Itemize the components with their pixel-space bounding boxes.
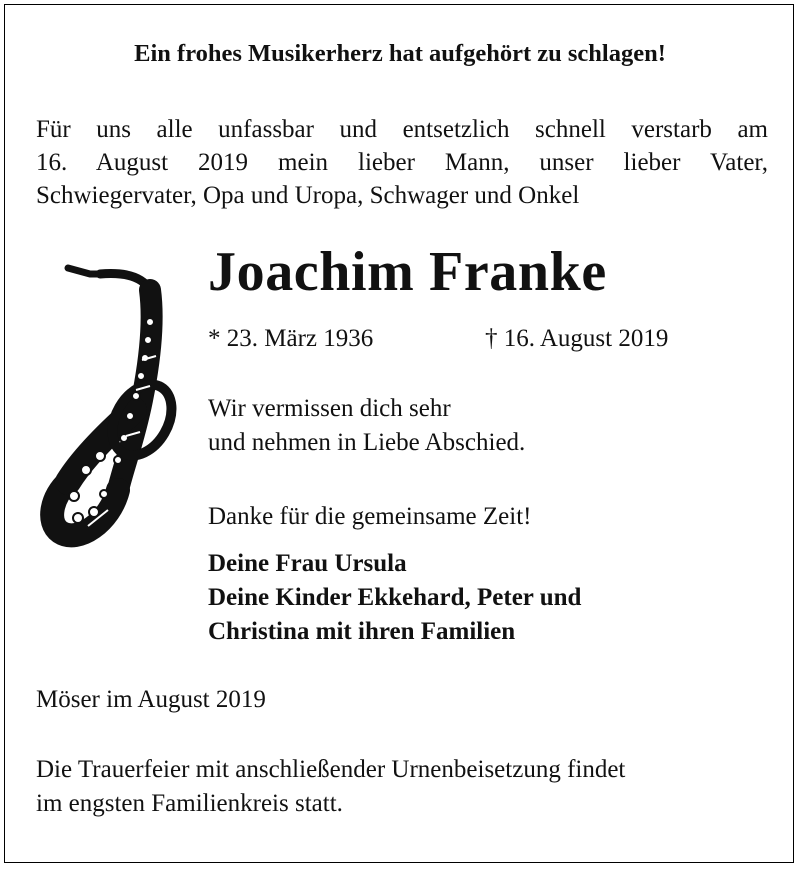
message-line: Wir vermissen dich sehr [208,395,451,422]
place-date: Möser im August 2019 [36,686,266,713]
thanks-line: Danke für die gemeinsame Zeit! [208,503,532,530]
funeral-note-line: Die Trauerfeier mit anschließender Urnenbeisetzung findet [36,756,626,783]
message-line: und nehmen in Liebe Abschied. [208,429,526,456]
funeral-note-line: im engsten Familienkreis statt. [36,790,343,817]
mourner-line: Deine Frau Ursula [208,550,407,577]
mourner-line: Deine Kinder Ekkehard, Peter und [208,584,582,611]
birth-date: * 23. März 1936 [208,325,374,352]
intro-paragraph [36,113,768,212]
intro-line: 16. August 2019 mein lieber Mann, unser lieber Vater, [36,149,768,176]
intro-line: Schwiegervater, Opa und Uropa, Schwager und Onkel [36,182,580,209]
intro-line: Für uns alle unfassbar und entsetzlich schnell verstarb am [36,116,768,143]
deceased-name: Joachim Franke [208,241,607,303]
headline: Ein frohes Musikerherz hat aufgehört zu schlagen! [134,40,666,67]
mourner-line: Christina mit ihren Familien [208,618,516,645]
saxophone-icon [38,260,178,565]
death-date: † 16. August 2019 [485,325,669,352]
